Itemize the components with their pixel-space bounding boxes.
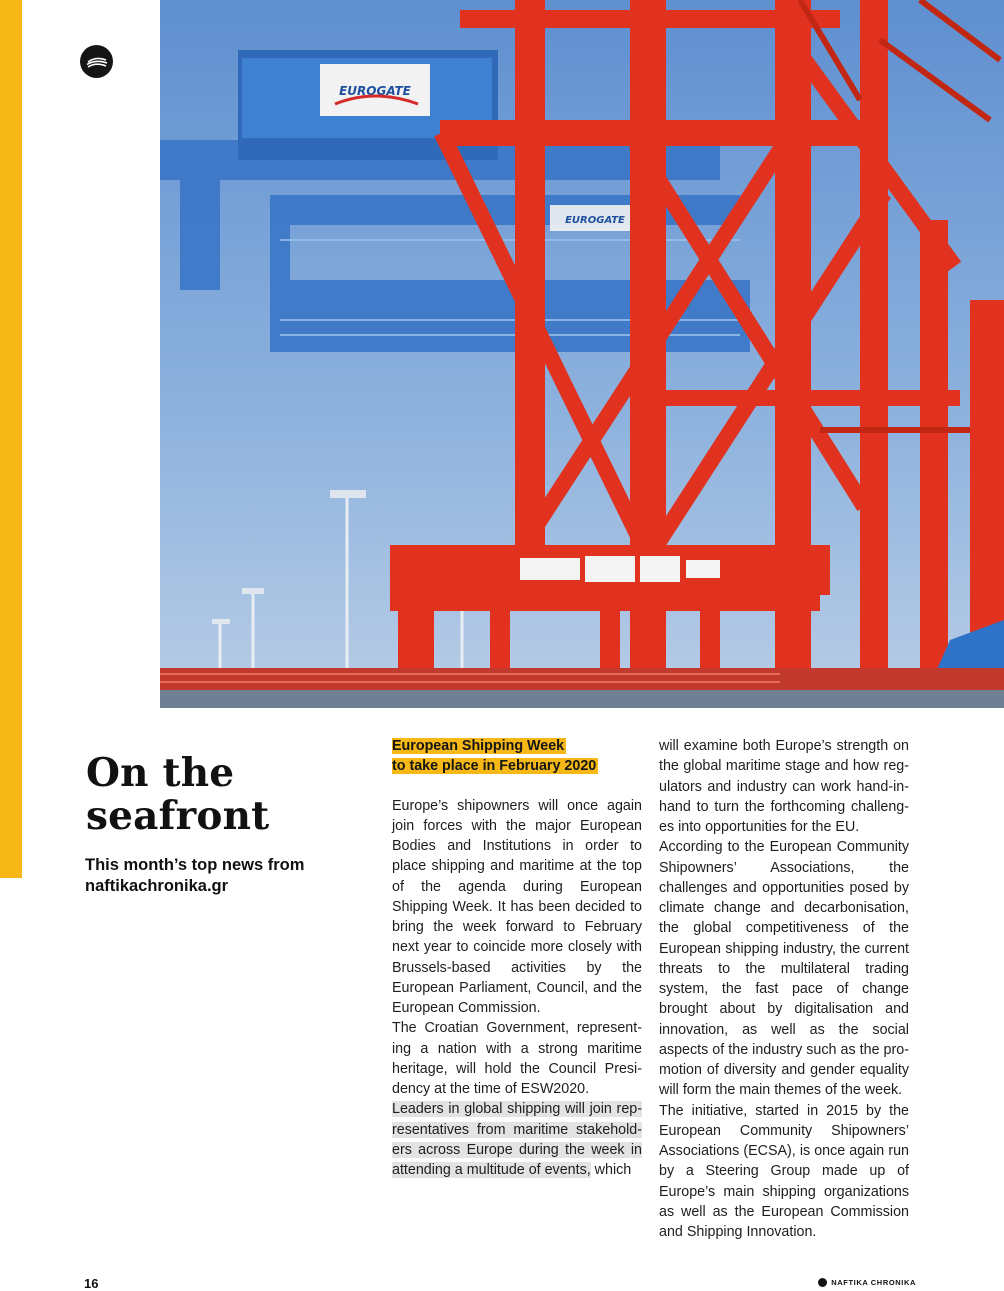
article-column-2 xyxy=(659,736,909,1242)
article-paragraph-3-continued: will examine both Europe’s strength on the global maritime stage and how regulators and industry can work hand-in-hand to turn the forthcoming challenges into opportunities for the EU. xyxy=(659,738,909,835)
headline-line-2: seafront xyxy=(86,793,270,839)
magazine-logo-icon xyxy=(80,45,113,78)
article-title-line-2: to take place in February 2020 xyxy=(392,758,597,775)
section-subhead: This month’s top news from naftikachronika.gr xyxy=(85,856,305,895)
footer-brand xyxy=(818,1278,916,1287)
page-number: 16 xyxy=(84,1276,99,1291)
article-paragraph-2: The Croatian Government, representing a nation with a strong maritime heritage, will hold the Council Presidency at the time of ESW2020. xyxy=(392,1020,642,1097)
hero-photo-container-cranes xyxy=(160,0,1004,708)
port-cranes-photo xyxy=(160,0,1004,708)
article-paragraph-4: According to the European Community Shipowners’ Associations, the challenges and opportunities posed by climate change and decarbonisation, the global competitiveness of the European shipping industry, the current threats to the multilateral trading system, the fast pace of change brought about by digitalisation and innovation, as well as the social aspects of the industry such as the promotion of diversity and gender equality will form the main themes of the week. xyxy=(659,839,909,1099)
article-column-1 xyxy=(392,736,642,1180)
article-paragraph-3-rest: which xyxy=(590,1162,632,1178)
article-paragraph-5: The initiative, started in 2015 by the European Community Shipowners’ Associations (ECSA), is once again run by a Steering Group made up of Europe’s main shipping organizations as well as the European Commission and Shipping Innovation. xyxy=(659,1102,909,1240)
section-headline xyxy=(86,752,346,838)
brand-name: NAFTIKA CHRONIKA xyxy=(831,1278,916,1287)
article-paragraph-3-highlight: Leaders in global shipping will join representatives from maritime stakeholders across Europe during the week in attending a multitude of events, xyxy=(392,1101,642,1178)
article-paragraph-1: Europe’s shipowners will once again join forces with the major European Bodies and Institutions in order to place shipping and maritime at the top of the agenda during European Shipping Week. It has been decided to bring the week forward to February next year to coincide more closely with Brussels-based activities by the European Parliament, Council, and the European Commission. xyxy=(392,797,642,1016)
crane-sign-eurogate: EUROGATE xyxy=(339,84,411,98)
article-title-line-1: European Shipping Week xyxy=(392,738,565,754)
yellow-accent-bar xyxy=(0,0,22,878)
crane-sign-eurogate-distant: EUROGATE xyxy=(565,215,625,226)
article-paragraph-3 xyxy=(392,1099,642,1180)
brand-logo-icon xyxy=(818,1278,827,1287)
headline-line-1: On the xyxy=(86,750,235,796)
article-title xyxy=(392,736,642,777)
